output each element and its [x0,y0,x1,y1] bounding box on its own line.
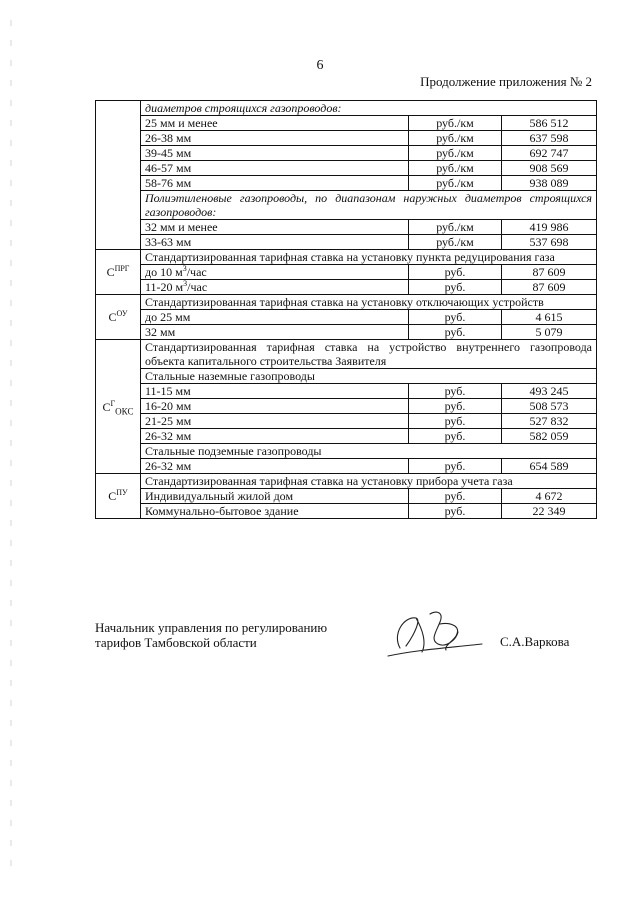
section-heading: Стандартизированная тарифная ставка на установку прибора учета газа [141,474,597,489]
row-label: Коммунально-бытовое здание [141,504,409,519]
label-sup: 3 [183,279,188,288]
section-heading: Полиэтиленовые газопроводы, по диапазонам наружных диаметров строящихся газопроводов: [141,191,597,220]
code-sup: Г [110,398,116,408]
table-row [96,369,597,384]
row-unit: руб./км [409,235,502,250]
signatory-title-line: тарифов Тамбовской области [95,635,257,650]
row-unit: руб. [409,384,502,399]
table-row [96,444,597,459]
row-value: 4 672 [502,489,597,504]
row-label: до 25 мм [141,310,409,325]
signatory-title-line: Начальник управления по регулированию [95,620,328,635]
row-label: 26-32 мм [141,459,409,474]
table-row [96,384,597,399]
code-cell-empty [96,101,141,250]
table-row [96,325,597,340]
table-row [96,161,597,176]
code-cell-oks [96,340,141,474]
signatory-title [95,620,327,650]
row-value: 508 573 [502,399,597,414]
row-unit: руб./км [409,220,502,235]
table-row [96,146,597,161]
table-row [96,220,597,235]
table-row [96,191,597,220]
code-sub: ОКС [115,405,134,416]
table-row [96,459,597,474]
row-unit: руб. [409,325,502,340]
handwritten-signature [386,604,486,665]
row-unit: руб. [409,310,502,325]
row-value: 586 512 [502,116,597,131]
row-value: 87 609 [502,265,597,280]
label-part: /час [186,265,207,279]
label-part: /час [187,280,208,294]
code-sup: ПРГ [114,264,130,273]
row-value: 527 832 [502,414,597,429]
row-value: 4 615 [502,310,597,325]
label-part: до 10 м [145,265,183,279]
page-number: 6 [316,58,324,73]
row-value: 419 986 [502,220,597,235]
row-unit: руб./км [409,131,502,146]
code-base: С [108,310,117,324]
code-cell-pu [96,474,141,519]
section-heading: диаметров строящихся газопроводов: [141,101,597,116]
left-margin-marks [8,20,14,880]
row-unit: руб. [409,504,502,519]
row-label [141,265,409,280]
code-cell-prg [96,250,141,295]
table-row [96,429,597,444]
row-value: 938 089 [502,176,597,191]
table-row [96,295,597,310]
code-base: С [102,399,111,414]
row-value: 582 059 [502,429,597,444]
row-value: 5 079 [502,325,597,340]
table-row [96,280,597,295]
row-value: 637 598 [502,131,597,146]
row-unit: руб./км [409,116,502,131]
row-label: 32 мм и менее [141,220,409,235]
row-value: 908 569 [502,161,597,176]
table-row [96,176,597,191]
table-row [96,250,597,265]
subsection-heading: Стальные наземные газопроводы [141,369,597,384]
continuation-label: Продолжение приложения № 2 [420,74,592,89]
table-row [96,474,597,489]
table-row [96,101,597,116]
row-label: 39-45 мм [141,146,409,161]
row-unit: руб. [409,399,502,414]
row-unit: руб. [409,265,502,280]
row-value: 537 698 [502,235,597,250]
row-label: 21-25 мм [141,414,409,429]
label-part: 11-20 м [145,280,184,294]
row-value: 87 609 [502,280,597,295]
subsection-heading: Стальные подземные газопроводы [141,444,597,459]
row-unit: руб. [409,429,502,444]
row-label: 16-20 мм [141,399,409,414]
tariff-table [95,100,597,519]
table-row [96,340,597,369]
signatory-name: С.А.Варкова [500,634,570,649]
row-label: Индивидуальный жилой дом [141,489,409,504]
table-row [96,131,597,146]
row-unit: руб./км [409,146,502,161]
table-row [96,489,597,504]
table-row [96,399,597,414]
row-label: 46-57 мм [141,161,409,176]
row-unit: руб./км [409,161,502,176]
row-label: 26-38 мм [141,131,409,146]
code-sup: ПУ [116,488,128,497]
row-unit: руб. [409,414,502,429]
code-base: С [108,489,117,503]
row-value: 22 349 [502,504,597,519]
row-unit: руб./км [409,176,502,191]
code-sup: ОУ [116,309,128,318]
section-heading: Стандартизированная тарифная ставка на установку отключающих устройств [141,295,597,310]
label-sup: 3 [182,264,187,273]
table-row [96,310,597,325]
table-row [96,116,597,131]
table-row [96,235,597,250]
row-value: 692 747 [502,146,597,161]
row-label: 32 мм [141,325,409,340]
row-value: 654 589 [502,459,597,474]
row-label: 26-32 мм [141,429,409,444]
row-label: 58-76 мм [141,176,409,191]
row-label: 33-63 мм [141,235,409,250]
section-heading: Стандартизированная тарифная ставка на устройство внутреннего газопровода объекта капитального строительства Заявителя [141,340,597,369]
row-unit: руб. [409,489,502,504]
section-heading: Стандартизированная тарифная ставка на установку пункта редуцирования газа [141,250,597,265]
table-row [96,504,597,519]
row-value: 493 245 [502,384,597,399]
row-label [141,280,409,295]
table-row [96,414,597,429]
row-unit: руб. [409,280,502,295]
table-row [96,265,597,280]
row-label: 11-15 мм [141,384,409,399]
row-label: 25 мм и менее [141,116,409,131]
row-unit: руб. [409,459,502,474]
code-base: С [106,265,115,279]
code-cell-ou [96,295,141,340]
